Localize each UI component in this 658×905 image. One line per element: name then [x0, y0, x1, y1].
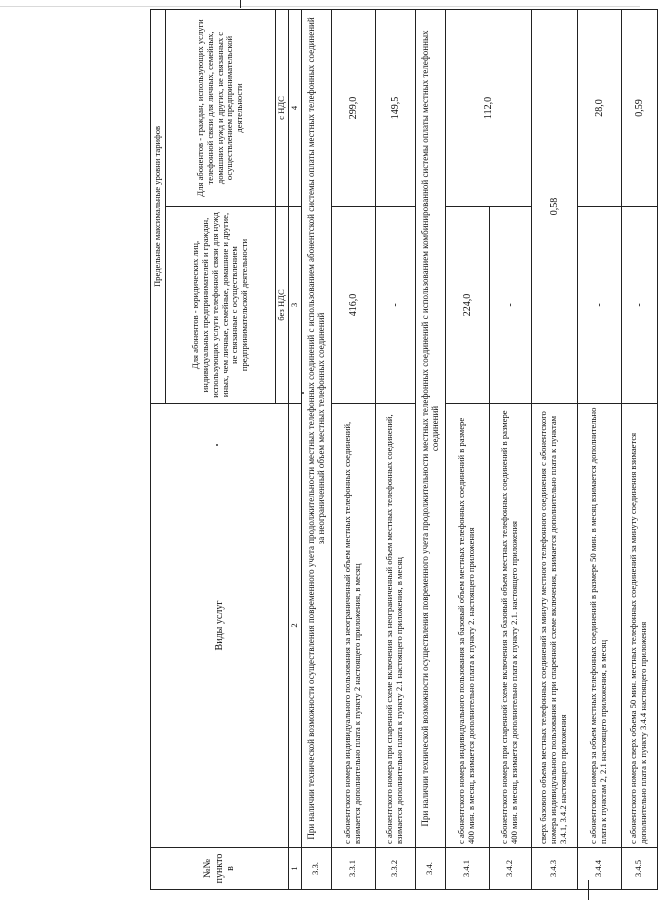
value-col3: 416,0 — [331, 207, 375, 404]
row-number: 3.3.2 — [375, 848, 415, 890]
value-col3: - — [375, 207, 415, 404]
row-description: с абонентского номера индивидуального пользования за базовый объем местных телефонных соединений в размере 400 мин. в месяц, взимается дополнительно плата к пункту 2. настоящего приложения — [445, 404, 489, 848]
header-col4-title: Для абонентов - граждан, использующих услуги телефонной связи для личных, семейных, домашних нужд и других, не связанных с осуществлением предпринимательской деятельности — [166, 9, 276, 206]
value-merged: 0,58 — [531, 9, 577, 403]
row-description: с абонентского номера индивидуального пользования за неограниченный объем местных телефонных соединений, взимается дополнительно плата к пункту 2 настоящего приложения, в месяц — [331, 404, 375, 848]
value-col4: 112,0 — [445, 9, 531, 206]
section-title: При наличии технической возможности осуществления повременного учета продолжительности местных телефонных соединений с использованием абонентской системы оплаты местных телефонных соединений за неограниченный объем местных телефонных соединений — [301, 9, 331, 847]
scan-edge-line — [0, 6, 640, 7]
row-description: сверх базового объема местных телефонных соединений за минуту местного телефонного соединения с абонентского номера индивидуального пользования и при спаренной схеме включения, взимается дополнительно плата к пунктам 3.4.1, 3.4.2 настоящего приложения — [531, 404, 577, 848]
row-number: 3.3.1 — [331, 848, 375, 890]
tariff-table — [150, 9, 658, 890]
row-number: 3.4.1 — [445, 848, 489, 890]
rotated-tariff-table — [150, 10, 649, 890]
table-row — [577, 9, 621, 889]
index-cell: 2 — [288, 404, 301, 848]
row-number: 3.4.5 — [621, 848, 657, 890]
row-number: 3.3. — [301, 848, 331, 890]
header-col3-title: Для абонентов - юридических лиц, индивидуальных предпринимателей и граждан, использующих услуги телефонной связи для нужд иных, чем личные, семейные, домашние и другие, не связанные с осуществлением предпринимательской деятельности — [166, 207, 276, 404]
value-col3: - — [621, 207, 657, 404]
row-number: 3.4. — [415, 848, 445, 890]
index-row — [288, 9, 301, 889]
value-col3: 224,0 — [445, 207, 489, 404]
header-row-group — [151, 9, 166, 889]
index-cell: 4 — [288, 9, 301, 206]
value-col4: 0,59 — [621, 9, 657, 206]
value-col3: - — [577, 207, 621, 404]
value-col4: 28,0 — [577, 9, 621, 206]
row-description: с абонентского номера при спаренной схеме включения за базовый объем местных телефонных соединений в размере 400 мин. в месяц, взимается дополнительно плата к пункту 2.1. настоящего приложения — [489, 404, 531, 848]
value-col4: 299,0 — [331, 9, 375, 206]
section-row — [301, 9, 331, 889]
table-row — [331, 9, 375, 889]
table-row — [375, 9, 415, 889]
header-tariff-group: Предельные максимальные уровни тарифов — [151, 9, 166, 403]
row-description: с абонентского номера за объем местных телефонных соединений в размере 50 мин. в месяц взимается дополнительно плата к пунктам 2, 2.1 настоящего приложения, в месяц — [577, 404, 621, 848]
section-row — [415, 9, 445, 889]
header-col4-vat: с НДС — [276, 9, 289, 206]
row-description: с абонентского номера сверх объема 50 мин. местных телефонных соединений за минуту соединения взимается дополнительно плата к пункту 3.4.4 настоящего приложения — [621, 404, 657, 848]
value-col4: 149,5 — [375, 9, 415, 206]
index-cell: 1 — [288, 848, 301, 890]
table-row — [445, 9, 489, 889]
row-number: 3.4.3 — [531, 848, 577, 890]
table-row — [531, 9, 577, 889]
header-services: Виды услуг — [151, 404, 289, 848]
index-cell: 3 — [288, 207, 301, 404]
table-row — [621, 9, 657, 889]
row-number: 3.4.2 — [489, 848, 531, 890]
row-description: с абонентского номера при спаренной схеме включения за неограниченный объем местных телефонных соединений, взимается дополнительно плата к пункту 2.1 настоящего приложения, в месяц — [375, 404, 415, 848]
header-col3-vat: без НДС — [276, 207, 289, 404]
scan-mark-top — [240, 0, 241, 8]
section-title: При наличии технической возможности осуществления повременного учета продолжительности местных телефонных соединений с использованием комбинированной системы оплаты местных телефонных соединений — [415, 9, 445, 847]
value-col3: - — [489, 207, 531, 404]
header-num: №№ пункто в — [151, 848, 289, 890]
row-number: 3.4.4 — [577, 848, 621, 890]
